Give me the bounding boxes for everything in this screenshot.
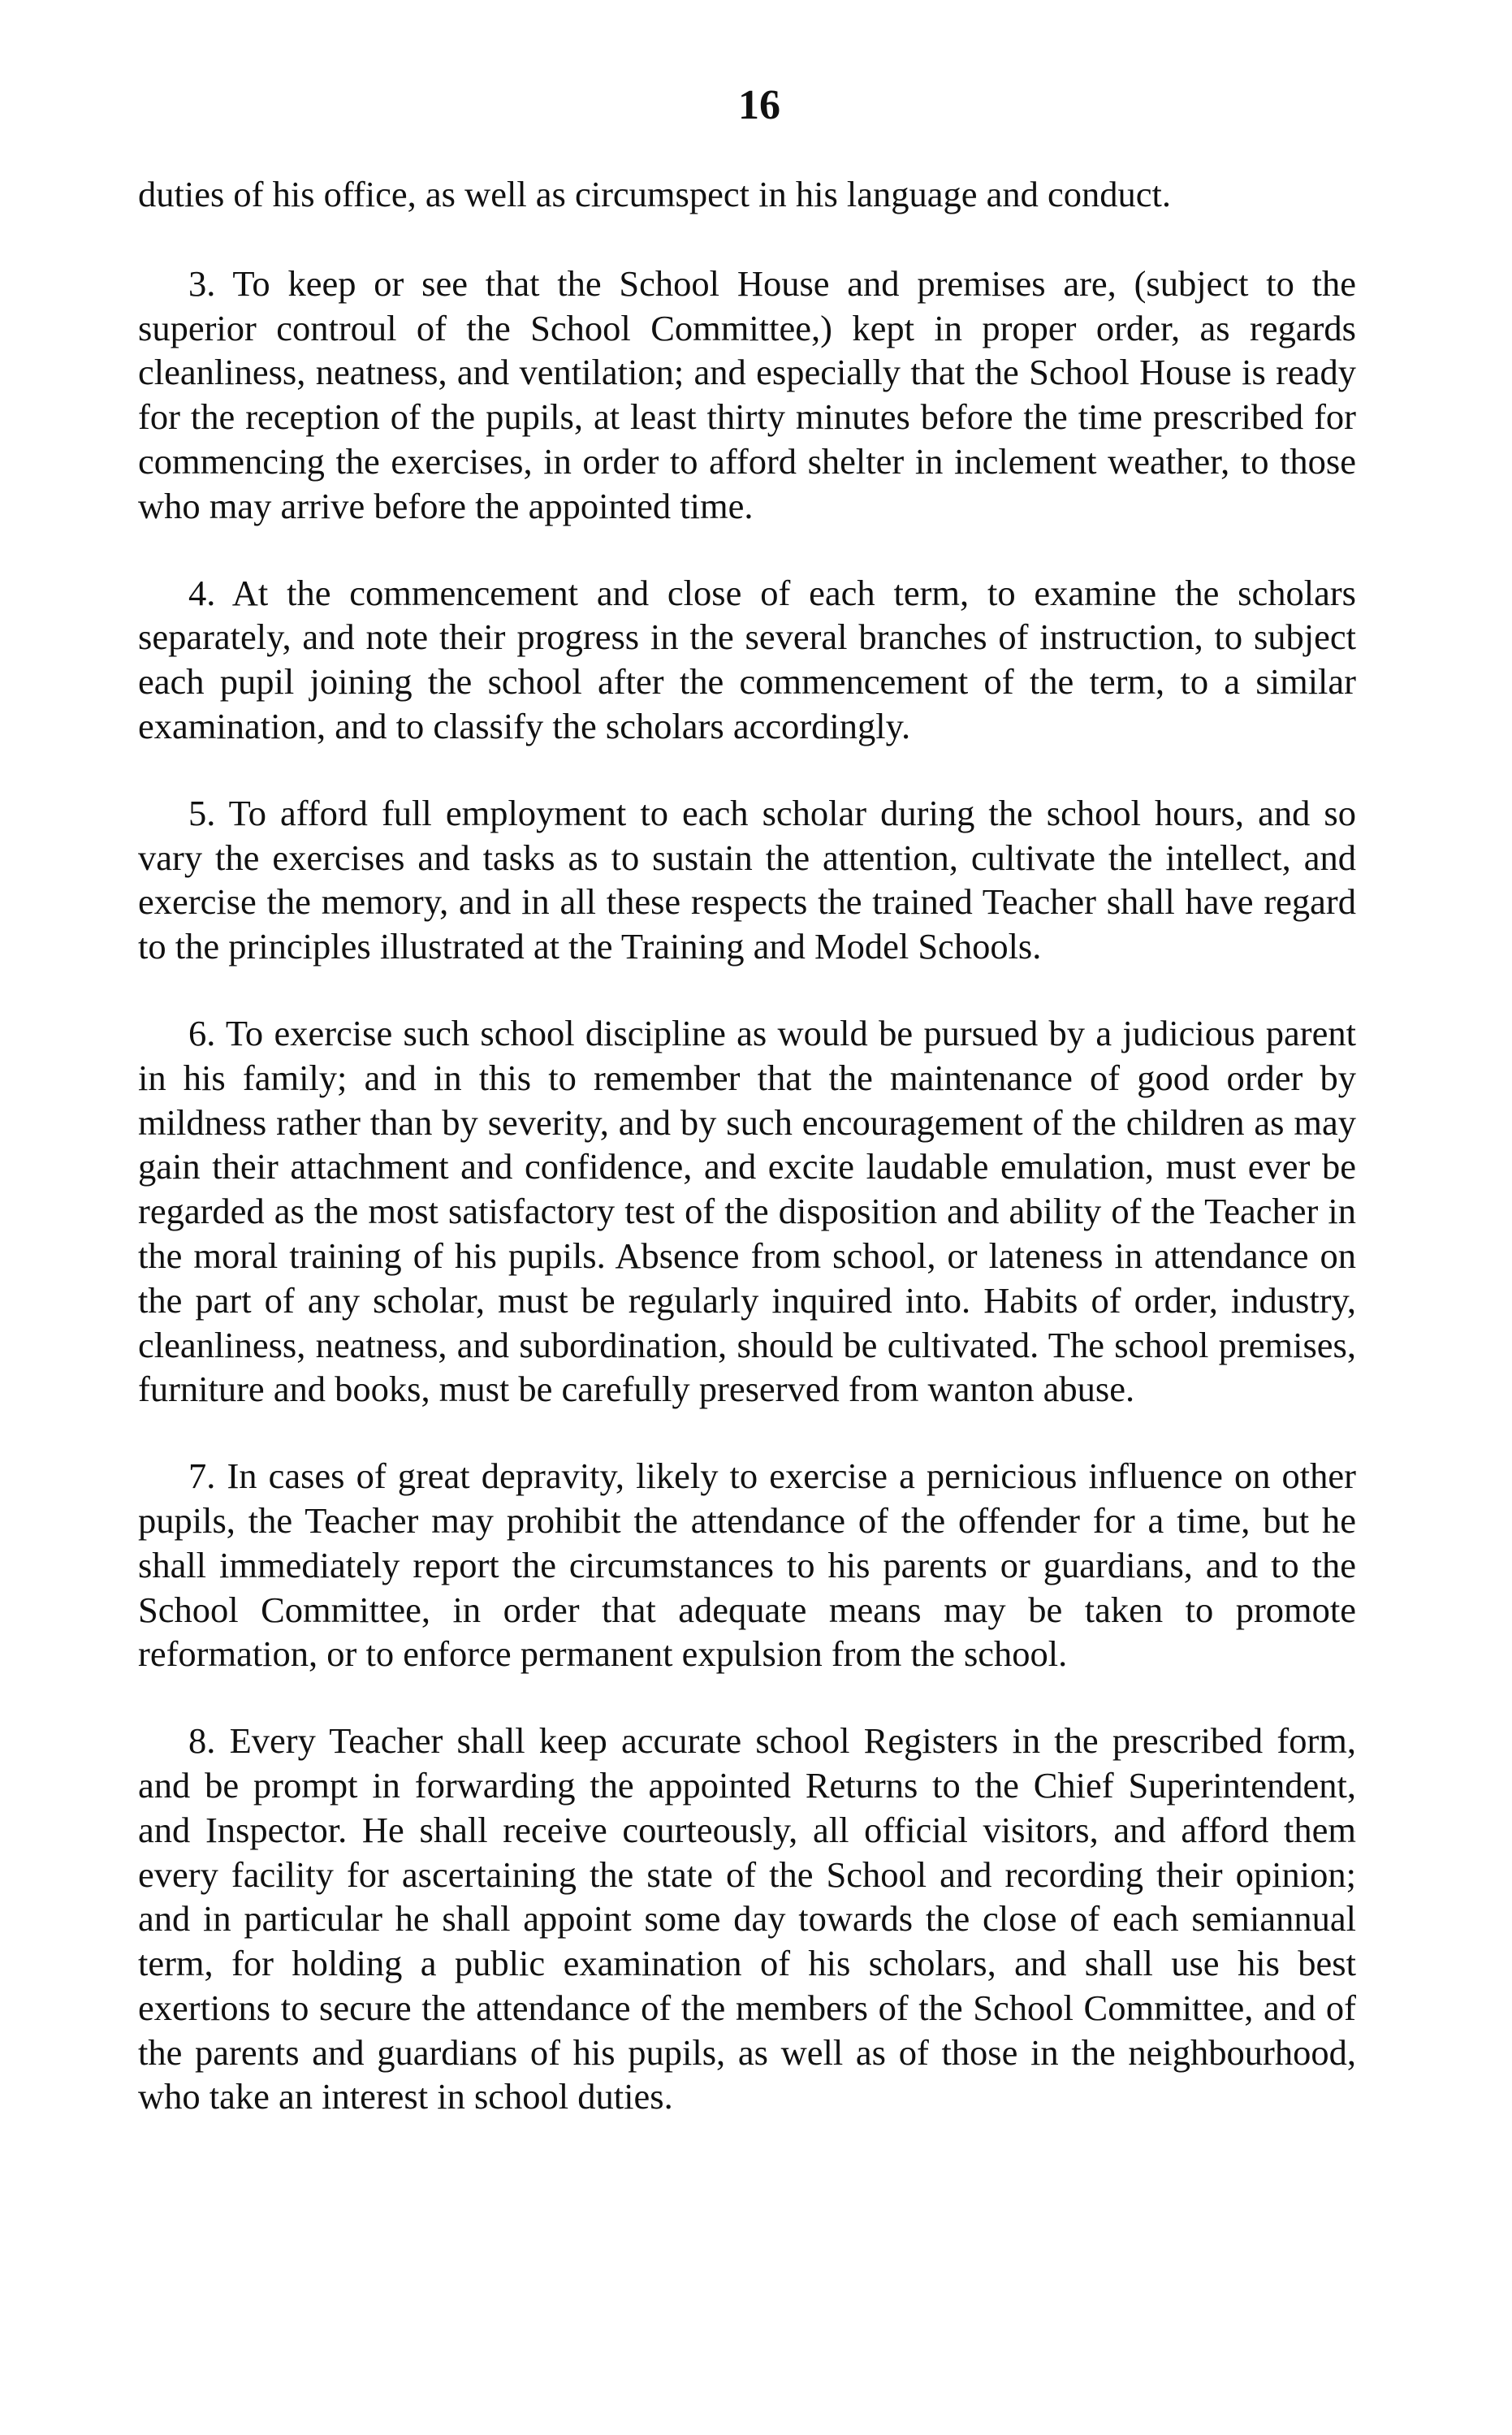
page-number: 16 (738, 82, 780, 128)
paragraph-item-5: 5. To afford full employment to each scholar during the school hours, and so vary the exercises and tasks as to sustain the attention, cultivate the intellect, and exercise the memory, and in all these respects the trained Teacher shall have regard to the principles illustrated at the Training and Model Schools. (138, 792, 1356, 967)
paragraph-item-7: 7. In cases of great depravity, likely to exercise a pernicious influence on other pupils, the Teacher may prohibit the attendance of the offender for a time, but he shall immediately report the circumstances to his parents or guardians, and to the School Committee, in order that adequate means may be taken to promote reformation, or to enforce permanent expulsion from the school. (138, 1455, 1356, 1675)
paragraph-item-8: 8. Every Teacher shall keep accurate school Registers in the prescribed form, and be prompt in forwarding the appointed Returns to the Chief Superintendent, and Inspector. He shall receive courteously, all official visitors, and afford them every facility for ascertaining the state of the School and recording their opinion; and in particular he shall appoint some day towards the close of each semiannual term, for holding a public examination of his scholars, and shall use his best exertions to secure the attendance of the members of the School Committee, and of the parents and guardians of his pupils, as well as of those in the neighbourhood, who take an interest in school duties. (138, 1720, 1356, 2117)
paragraph-continuation: duties of his office, as well as circumspect in his language and conduct. (138, 174, 1172, 214)
paragraph-item-6: 6. To exercise such school discipline as would be pursued by a judicious parent in his family; and in this to remember that the maintenance of good order by mildness rather than by severity, and by such encouragement of the children as may gain their attachment and confidence, and excite laudable emulation, must ever be regarded as the most satisfactory test of the disposition and ability of the Teacher in the moral training of his pupils. Absence from school, or lateness in attendance on the part of any scholar, must be regularly inquired into. Habits of order, industry, cleanliness, neatness, and subordination, should be cultivated. The school premises, furniture and books, must be carefully preserved from wanton abuse. (138, 1012, 1356, 1410)
document-page (138, 81, 1356, 2119)
paragraph-item-4: 4. At the commencement and close of each term, to examine the scholars separately, and note their progress in the several branches of instruction, to subject each pupil joining the school after the commencement of the term, to a similar examination, and to classify the scholars accordingly. (138, 572, 1356, 746)
paragraph-item-3: 3. To keep or see that the School House and premises are, (subject to the superior controul of the School Committee,) kept in proper order, as regards cleanliness, neatness, and ventilation; and especially that the School House is ready for the reception of the pupils, at least thirty minutes before the time prescribed for commencing the exercises, in order to afford shelter in inclement weather, to those who may arrive before the appointed time. (138, 262, 1356, 526)
